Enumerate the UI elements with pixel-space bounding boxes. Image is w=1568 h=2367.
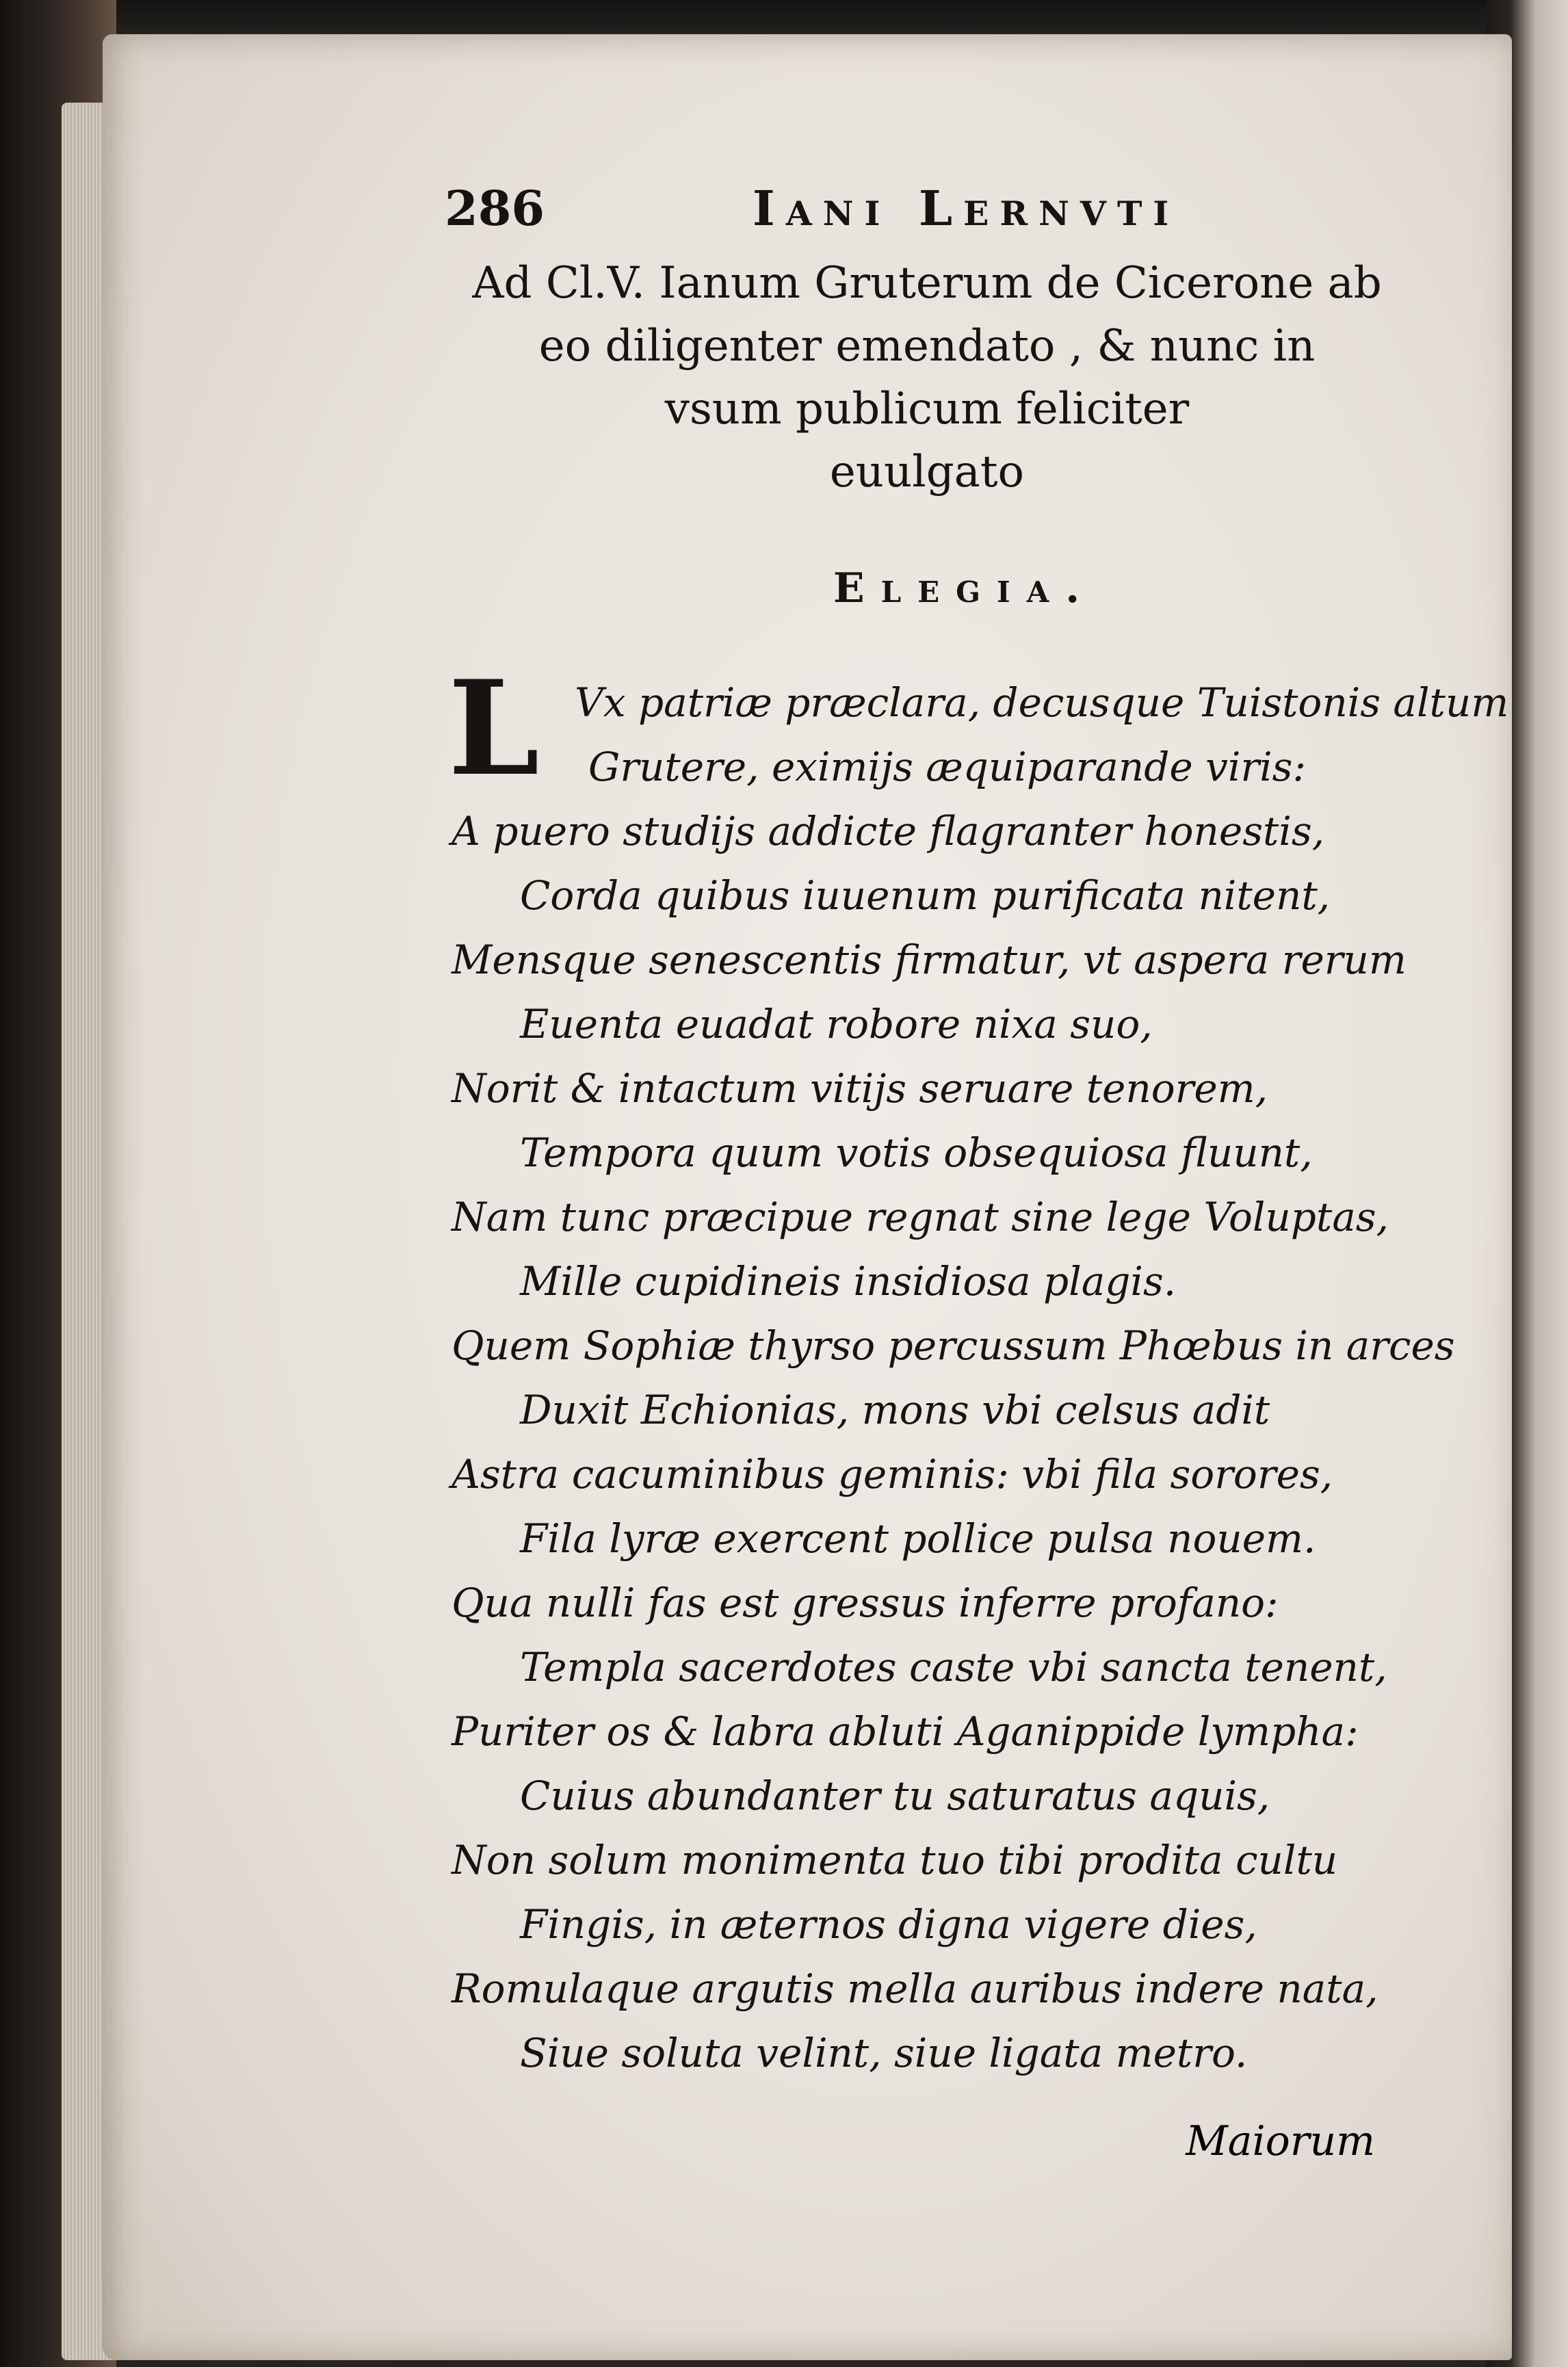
heading-line: Ad Cl.V. Ianum Gruterum de Cicerone ab (472, 258, 1382, 309)
verse-line: A puero studijs addicte flagranter honestis, (452, 808, 1325, 854)
verse-line: Norit & intactum vitijs seruare tenorem, (452, 1065, 1268, 1112)
verse-line: Tempora quum votis obsequiosa fluunt, (520, 1129, 1313, 1176)
page-number: 286 (445, 180, 545, 237)
book-page (103, 34, 1512, 2360)
verse-line: Fila lyræ exercent pollice pulsa nouem. (520, 1515, 1316, 1562)
verse-line: Cuius abundanter tu saturatus aquis, (520, 1773, 1270, 1819)
poem-body (328, 652, 1509, 2085)
verse-line: Siue soluta velint, siue ligata metro. (520, 2030, 1248, 2076)
heading-line: euulgato (829, 447, 1025, 497)
verse-line: Quem Sophiæ thyrso percussum Phœbus in arces (452, 1322, 1455, 1369)
verse-line: Qua nulli fas est gressus inferre profano: (452, 1580, 1279, 1626)
verse-line: Fingis, in æternos digna vigere dies, (520, 1901, 1257, 1948)
section-title: Elegia. (833, 564, 1097, 612)
verse-line: Romulaque argutis mella auribus indere nata, (452, 1965, 1378, 2012)
verse-line: Non solum monimenta tuo tibi prodita cultu (452, 1837, 1338, 1883)
verse-line: Mille cupidineis insidiosa plagis. (520, 1258, 1177, 1305)
verse-line: Templa sacerdotes caste vbi sancta tenent, (520, 1644, 1387, 1690)
verse-line: Grutere, eximijs æquiparande viris: (588, 744, 1306, 790)
verse-line: Puriter os & labra abluti Aganippide lympha: (452, 1708, 1359, 1755)
verse-line: Vx patriæ præclara, decusque Tuistonis altum (575, 679, 1509, 726)
heading-line: vsum publicum feliciter (664, 384, 1190, 434)
verse-line: Duxit Echionias, mons vbi celsus adit (520, 1387, 1270, 1433)
verse-line: Corda quibus iuuenum purificata nitent, (520, 872, 1331, 919)
catchword: Maiorum (1186, 2117, 1375, 2165)
running-title: Iani Lernvti (753, 180, 1180, 237)
poem-lines (452, 670, 1568, 2085)
verse-line: Nam tunc præcipue regnat sine lege Voluptas, (452, 1194, 1389, 1240)
verse-line: Mensque senescentis firmatur, vt aspera rerum (452, 937, 1407, 983)
verse-line: Euenta euadat robore nixa suo, (520, 1001, 1153, 1047)
verse-line: Astra cacuminibus geminis: vbi fila sorores, (452, 1451, 1333, 1498)
poem-heading (328, 252, 1478, 504)
running-head (328, 171, 1478, 246)
drop-cap: L (448, 652, 540, 805)
text-block (328, 171, 1509, 2085)
heading-line: eo diligenter emendato , & nunc in (538, 321, 1316, 371)
